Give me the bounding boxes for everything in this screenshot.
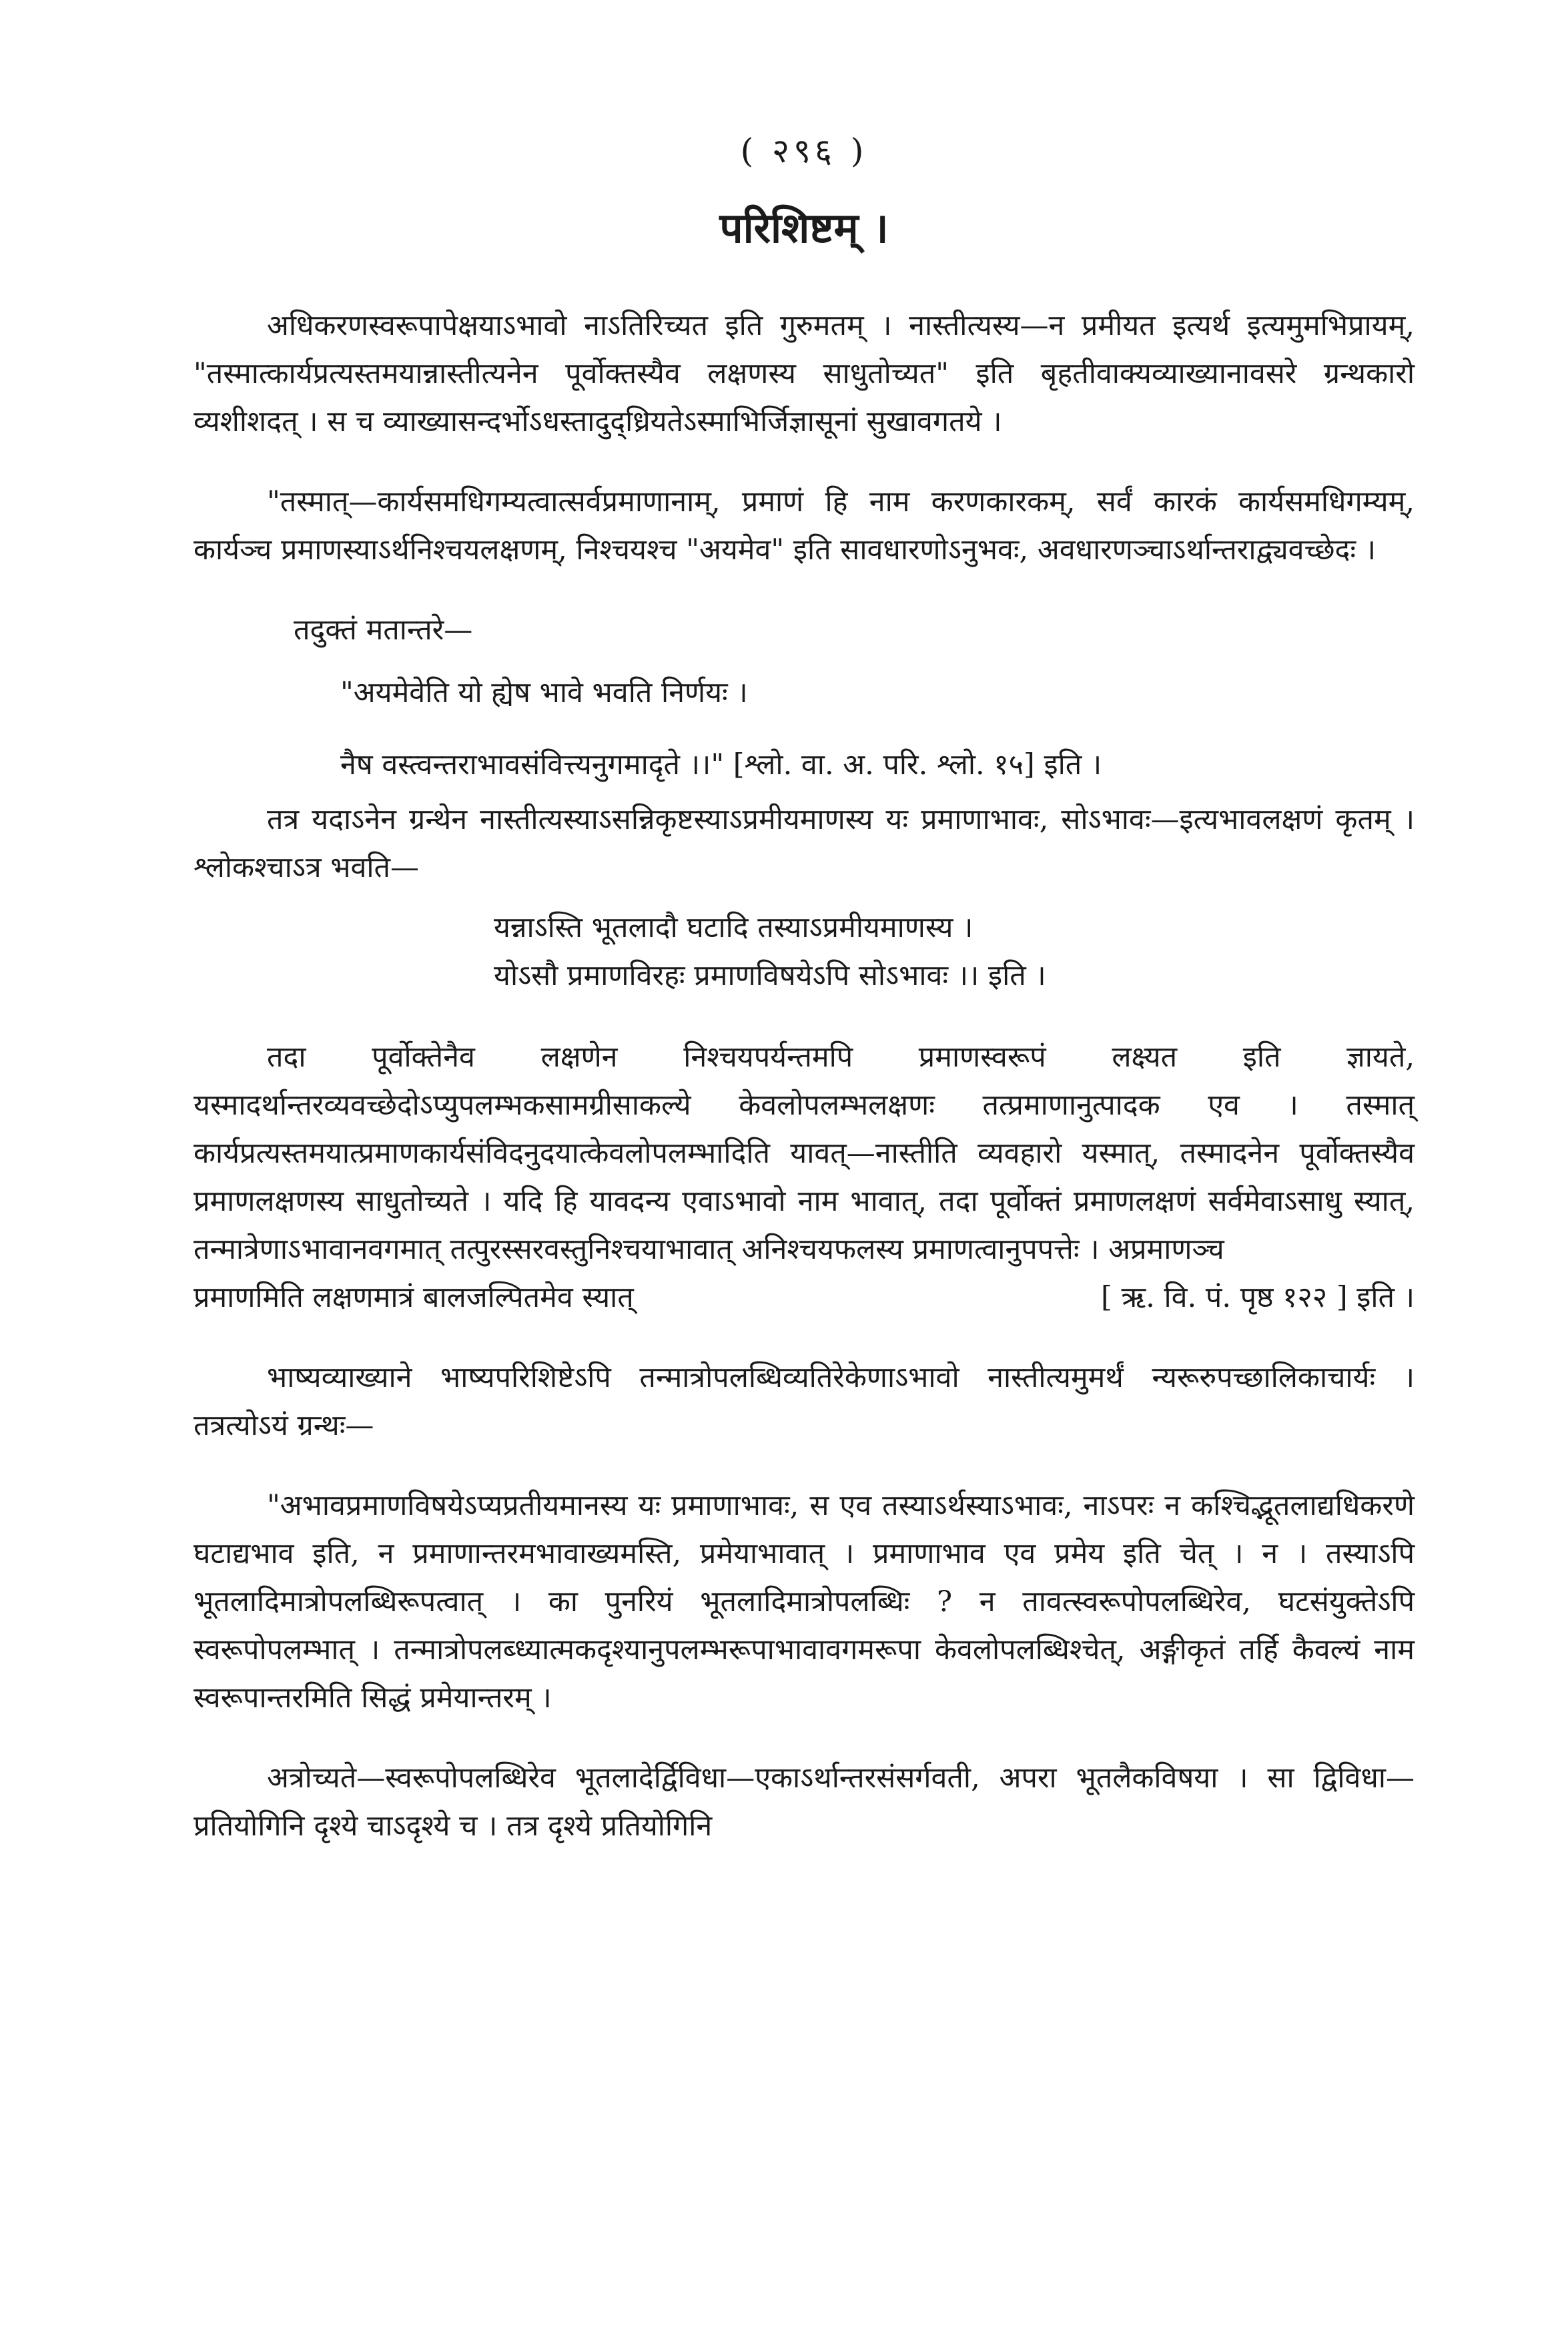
- citation-reference: [ ऋ. वि. पं. पृष्ठ १२२ ] इति ।: [1101, 1281, 1415, 1314]
- paragraph-3: तत्र यदाऽनेन ग्रन्थेन नास्तीत्यस्याऽसन्निकृष्टस्याऽप्रमीयमाणस्य यः प्रमाणाभावः, सोऽभावः—इत्यभावलक्षणं कृतम् । श्लोकश्चाऽत्र भवति—: [193, 803, 1415, 884]
- page-number: ( २९६ ): [740, 131, 868, 170]
- paragraph-1: अधिकरणस्वरूपापेक्षयाऽभावो नाऽतिरिच्यत इति गुरुमतम् । नास्तीत्यस्य—न प्रमीयत इत्यर्थ इत्यमुमभिप्रायम्, "तस्मात्कार्यप्रत्यस्तमयान्नास्तीत्यनेन पूर्वोक्तस्यैव लक्षणस्य साधुतोच्यत" इति बृहतीवाक्यव्याख्यानावसरे ग्रन्थकारो व्यशीशदत् । स च व्याख्यासन्दर्भोऽधस्तादुद्ध्रियतेऽस्माभिर्जिज्ञासूनां सुखावगतये ।: [193, 309, 1415, 439]
- paragraph-4-body: तदा पूर्वोक्तेनैव लक्षणेन निश्चयपर्यन्तमपि प्रमाणस्वरूपं लक्ष्यत इति ज्ञायते, यस्मादर्थान्तरव्यवच्छेदोऽप्युपलम्भकसामग्रीसाकल्ये केवलोपलम्भलक्षणः तत्प्रमाणानुत्पादक एव । तस्मात् कार्यप्रत्यस्तमयात्प्रमाणकार्यसंविदनुदयात्केवलोपलम्भादिति यावत्—नास्तीति व्यवहारो यस्मात्, तस्मादनेन पूर्वोक्तस्यैव प्रमाणलक्षणस्य साधुतोच्यते । यदि हि यावदन्य एवाऽभावो नाम भावात्, तदा पूर्वोक्तं प्रमाणलक्षणं सर्वमेवाऽसाधु स्यात्, तन्मात्रेणाऽभावानवगमात् तत्पुरस्सरवस्तुनिश्चयाभावात् अनिश्चयफलस्य प्रमाणत्वानुपपत्तेः । अप्रमाणञ्च: [193, 1041, 1415, 1266]
- paragraph-4-last-line: [193, 1273, 1415, 1322]
- paragraph-2: "तस्मात्—कार्यसमधिगम्यत्वात्सर्वप्रमाणानाम्, प्रमाणं हि नाम करणकारकम्, सर्वं कारकं कार्यसमधिगम्यम्, कार्यञ्च प्रमाणस्याऽर्थनिश्चयलक्षणम्, निश्चयश्च "अयमेव" इति सावधारणोऽनुभवः, अवधारणञ्चाऽर्थान्तराद्व्यवच्छेदः ।: [193, 485, 1415, 567]
- quote-intro: तदुक्तं मतान्तरे—: [294, 613, 473, 647]
- paragraph-4-last-text: प्रमाणमिति लक्षणमात्रं बालजल्पितमेव स्यात्: [193, 1281, 634, 1314]
- paragraph-6: "अभावप्रमाणविषयेऽप्यप्रतीयमानस्य यः प्रमाणाभावः, स एव तस्याऽर्थस्याऽभावः, नाऽपरः न कश्चिद्भूतलाद्यधिकरणे घटाद्यभाव इति, न प्रमाणान्तरमभावाख्यमस्ति, प्रमेयाभावात् । प्रमाणाभाव एव प्रमेय इति चेत् । न । तस्याऽपि भूतलादिमात्रोपलब्धिरूपत्वात् । का पुनरियं भूतलादिमात्रोपलब्धिः ? न तावत्स्वरूपोपलब्धिरेव, घटसंयुक्तेऽपि स्वरूपोपलम्भात् । तन्मात्रोपलब्ध्यात्मकदृश्यानुपलम्भरूपाभावावगमरूपा केवलोपलब्धिश्चेत्, अङ्गीकृतं तर्हि कैवल्यं नाम स्वरूपान्तरमिति सिद्धं प्रमेयान्तरम् ।: [193, 1489, 1415, 1715]
- paragraph-7: अत्रोच्यते—स्वरूपोपलब्धिरेव भूतलादेर्द्विविधा—एकाऽर्थान्तरसंसर्गवती, अपरा भूतलैकविषया । सा द्विविधा—प्रतियोगिनि दृश्ये चाऽदृश्ये च । तत्र दृश्ये प्रतियोगिनि: [193, 1761, 1415, 1843]
- page-title: परिशिष्टम् ।: [719, 204, 889, 252]
- sloka-line-2: योऽसौ प्रमाणविरहः प्रमाणविषयेऽपि सोऽभावः ।। इति ।: [494, 959, 1046, 992]
- paragraph-5: भाष्यव्याख्याने भाष्यपरिशिष्टेऽपि तन्मात्रोपलब्धिव्यतिरेकेणाऽभावो नास्तीत्यमुमर्थं न्यरूरुपच्छालिकाचार्यः । तत्रत्योऽयं ग्रन्थः—: [193, 1361, 1415, 1442]
- verse-line-2: नैष वस्त्वन्तराभावसंवित्त्यनुगमादृते ।।" [श्लो. वा. अ. परि. श्लो. १५] इति ।: [340, 748, 1102, 782]
- paragraph-4: [193, 1033, 1415, 1273]
- sloka-line-1: यन्नाऽस्ति भूतलादौ घटादि तस्याऽप्रमीयमाणस्य ।: [494, 911, 973, 944]
- verse-line-1: "अयमेवेति यो ह्येष भावे भवति निर्णयः ।: [340, 676, 748, 709]
